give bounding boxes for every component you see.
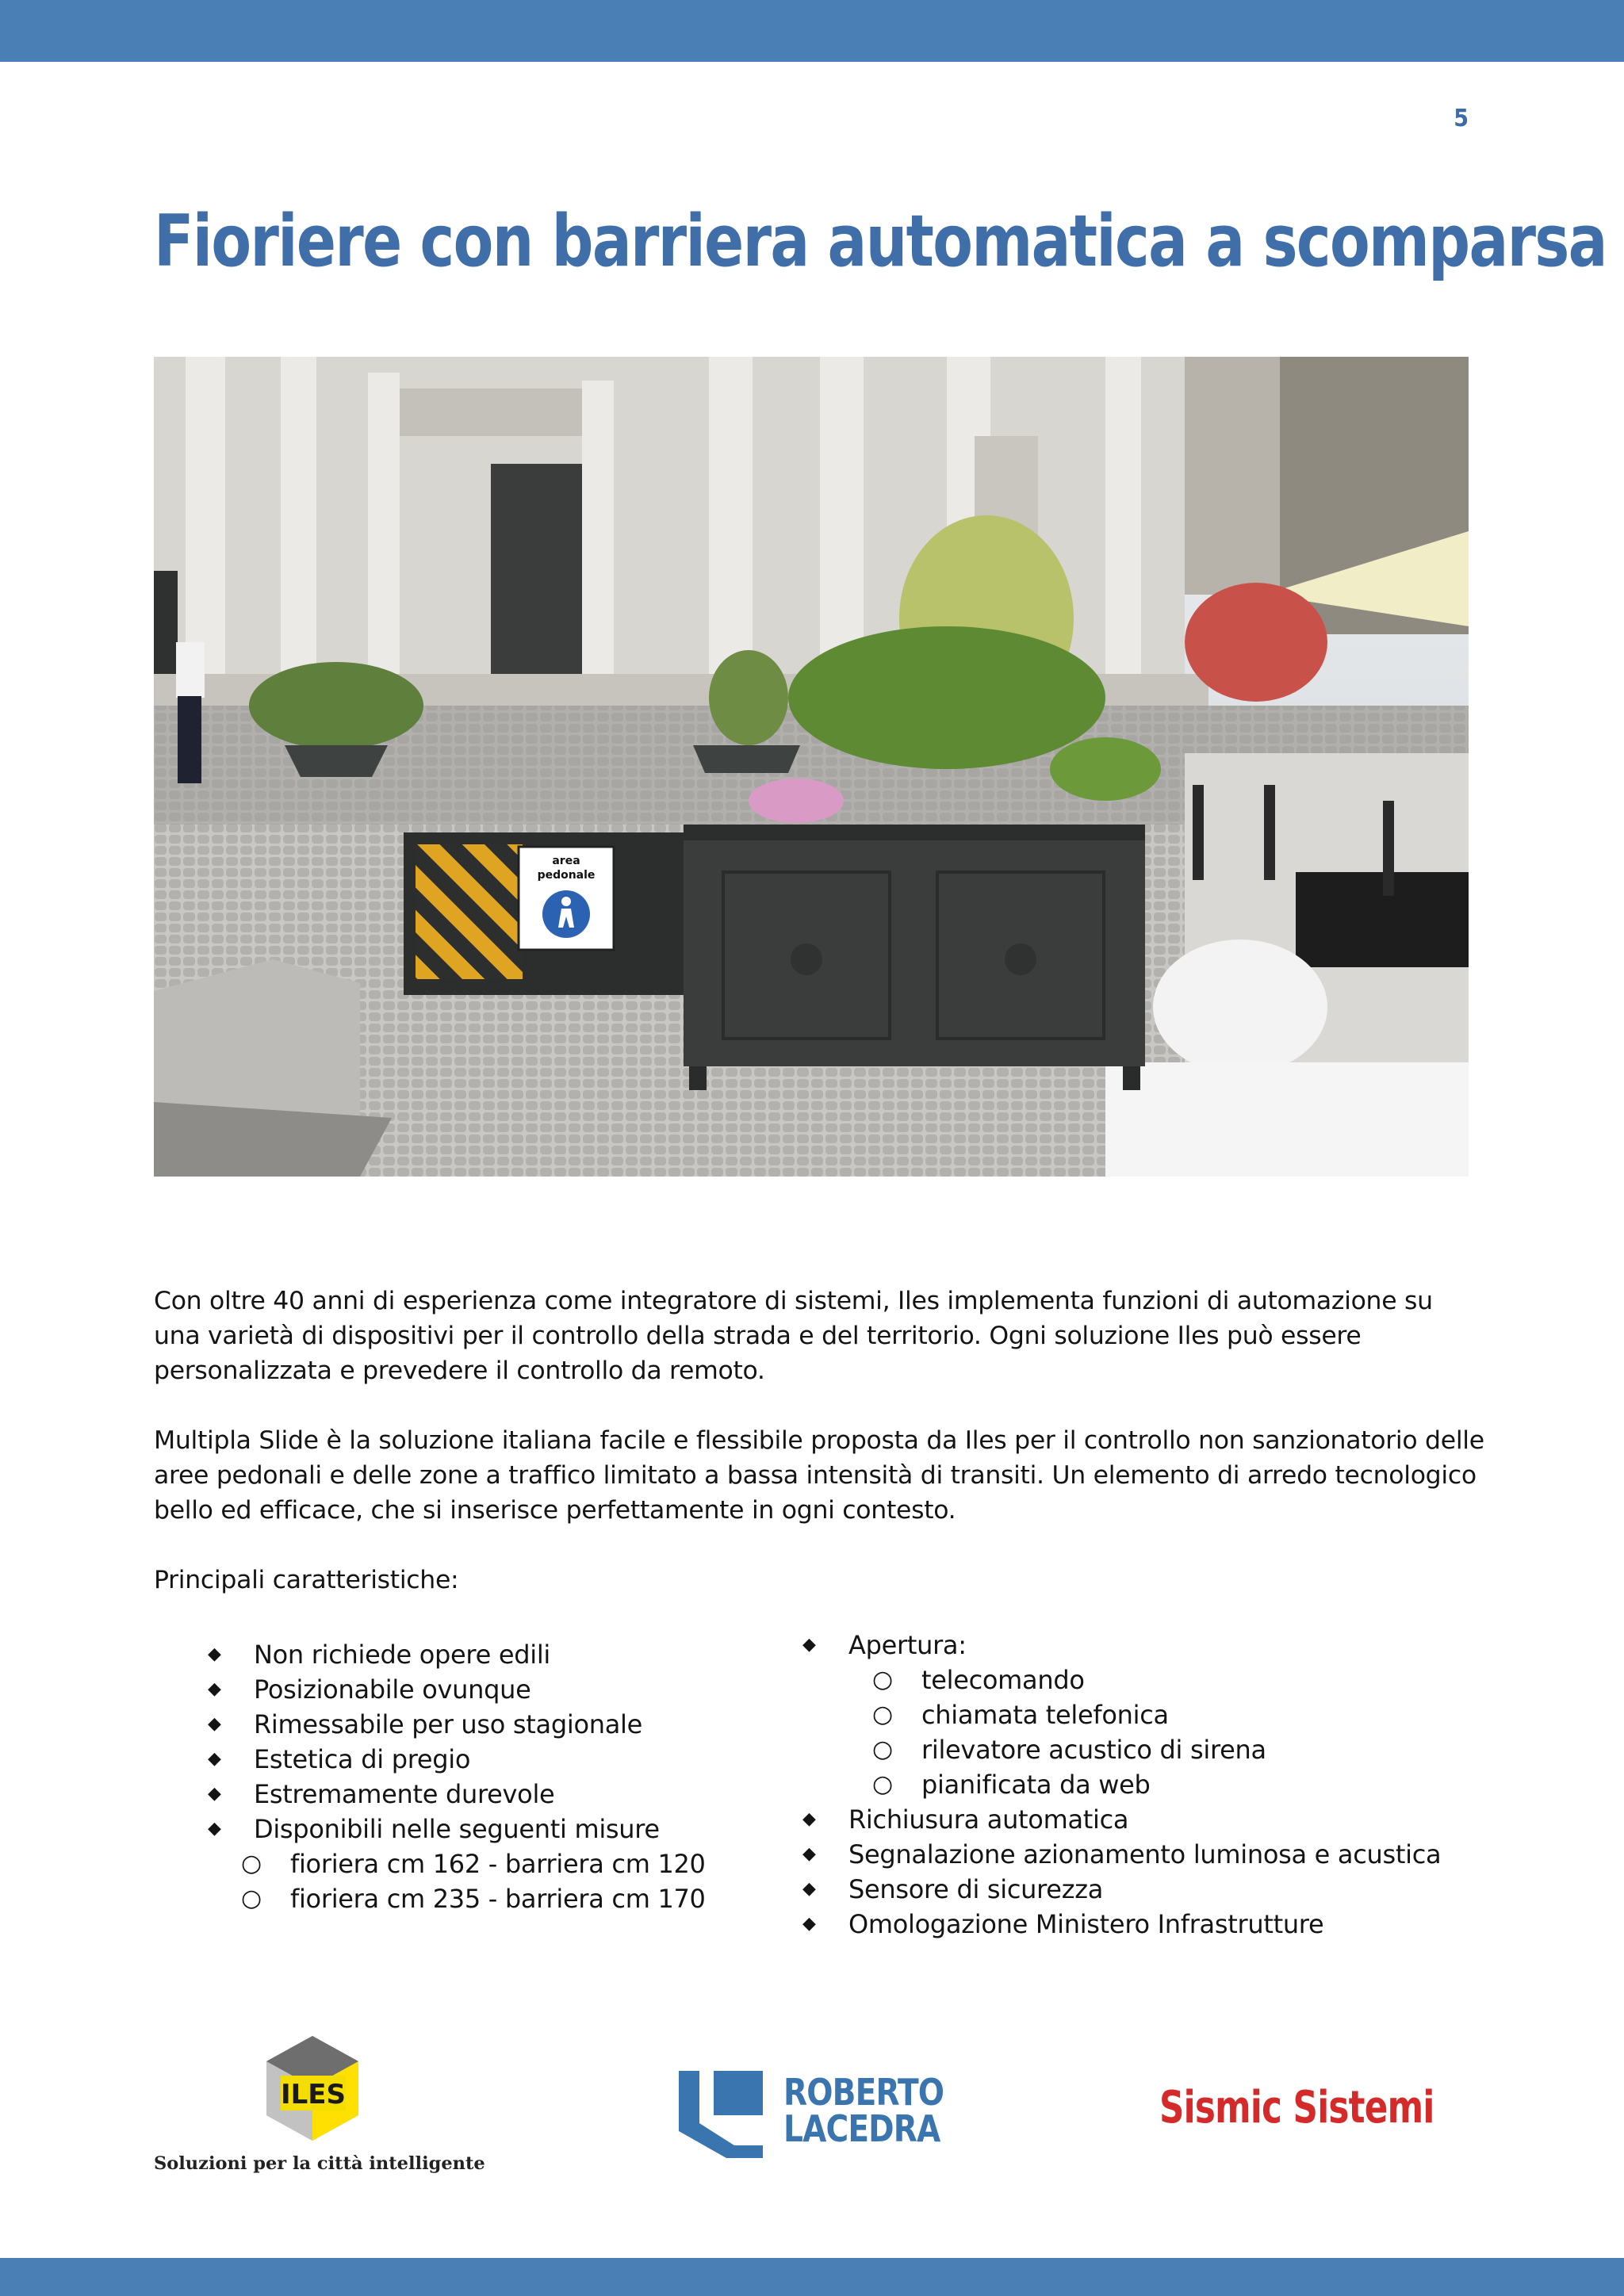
roberto-lacedra-logo [679, 2071, 980, 2158]
list-subitem: ○ chiamata telefonica [799, 1697, 1481, 1732]
list-item: ◆ Rimessabile per uso stagionale [205, 1707, 776, 1742]
list-subitem: ○ telecomando [799, 1663, 1481, 1697]
diamond-bullet-icon: ◆ [802, 1914, 816, 1934]
features-heading: Principali caratteristiche: [154, 1566, 459, 1594]
top-color-band [0, 0, 1624, 62]
circle-bullet-icon: ○ [241, 1885, 262, 1912]
circle-bullet-icon: ○ [872, 1735, 893, 1763]
diamond-bullet-icon: ◆ [802, 1844, 816, 1864]
page-title: Fioriere con barriera automatica a scomparsa [154, 200, 1607, 283]
diamond-bullet-icon: ◆ [802, 1879, 816, 1899]
page-number: 5 [1454, 105, 1469, 132]
sign-text-pedonale: pedonale [537, 869, 596, 882]
diamond-bullet-icon: ◆ [208, 1679, 221, 1699]
iles-tagline: Soluzioni per la città intelligente [154, 2153, 485, 2174]
circle-bullet-icon: ○ [872, 1701, 893, 1728]
list-item: ◆ Segnalazione azionamento luminosa e acustica [799, 1837, 1481, 1872]
list-item: ◆ Estremamente durevole [205, 1777, 776, 1812]
circle-bullet-icon: ○ [241, 1850, 262, 1877]
list-item: ◆ Non richiede opere edili [205, 1637, 776, 1672]
circle-bullet-icon: ○ [872, 1770, 893, 1798]
features-list-right [799, 1628, 1481, 1942]
iles-logo [154, 2033, 487, 2191]
features-list-left [205, 1637, 776, 1916]
list-item: ◆ Omologazione Ministero Infrastrutture [799, 1907, 1481, 1942]
diamond-bullet-icon: ◆ [208, 1784, 221, 1804]
diamond-bullet-icon: ◆ [802, 1809, 816, 1829]
product-paragraph: Multipla Slide è la soluzione italiana facile e flessibile proposta da Iles per il controllo non sanzionatorio delle aree pedonali e delle zone a traffico limitato a bassa intensità di transiti. Un elemento di arredo tecnologico bello ed efficace, che si inserisce perfettamente in ogni contesto. [154, 1426, 1484, 1525]
list-item: ◆ Apertura: [799, 1628, 1481, 1663]
list-item: ◆ Richiusura automatica [799, 1802, 1481, 1837]
rl-wordmark: ROBERTO LACEDRA [783, 2071, 944, 2150]
list-item: ◆ Sensore di sicurezza [799, 1872, 1481, 1907]
bottom-color-band [0, 2258, 1624, 2296]
diamond-bullet-icon: ◆ [802, 1635, 816, 1655]
photo-planter-barrier [154, 357, 1469, 1177]
diamond-bullet-icon: ◆ [208, 1714, 221, 1734]
list-item: ◆ Estetica di pregio [205, 1742, 776, 1777]
intro-paragraph: Con oltre 40 anni di esperienza come integratore di sistemi, Iles implementa funzioni di automazione su una varietà di dispositivi per il controllo della strada e del territorio. Ogni soluzione Iles può essere personalizzata e prevedere il controllo da remoto. [154, 1287, 1433, 1385]
list-subitem: ○ pianificata da web [799, 1767, 1481, 1802]
sign-text-area: area [552, 855, 580, 867]
diamond-bullet-icon: ◆ [208, 1749, 221, 1769]
list-subitem: ○ fioriera cm 162 - barriera cm 120 [205, 1846, 776, 1881]
iles-mark-text: ILES [280, 2079, 347, 2110]
diamond-bullet-icon: ◆ [208, 1644, 221, 1664]
list-subitem: ○ rilevatore acustico di sirena [799, 1732, 1481, 1767]
list-item: ◆ Posizionabile ovunque [205, 1672, 776, 1707]
sismic-sistemi-logo: Sismic Sistemi [1159, 2082, 1434, 2133]
diamond-bullet-icon: ◆ [208, 1819, 221, 1839]
list-subitem: ○ fioriera cm 235 - barriera cm 170 [205, 1881, 776, 1916]
circle-bullet-icon: ○ [872, 1666, 893, 1693]
list-item: ◆ Disponibili nelle seguenti misure [205, 1812, 776, 1846]
rl-mark-icon [679, 2071, 766, 2158]
